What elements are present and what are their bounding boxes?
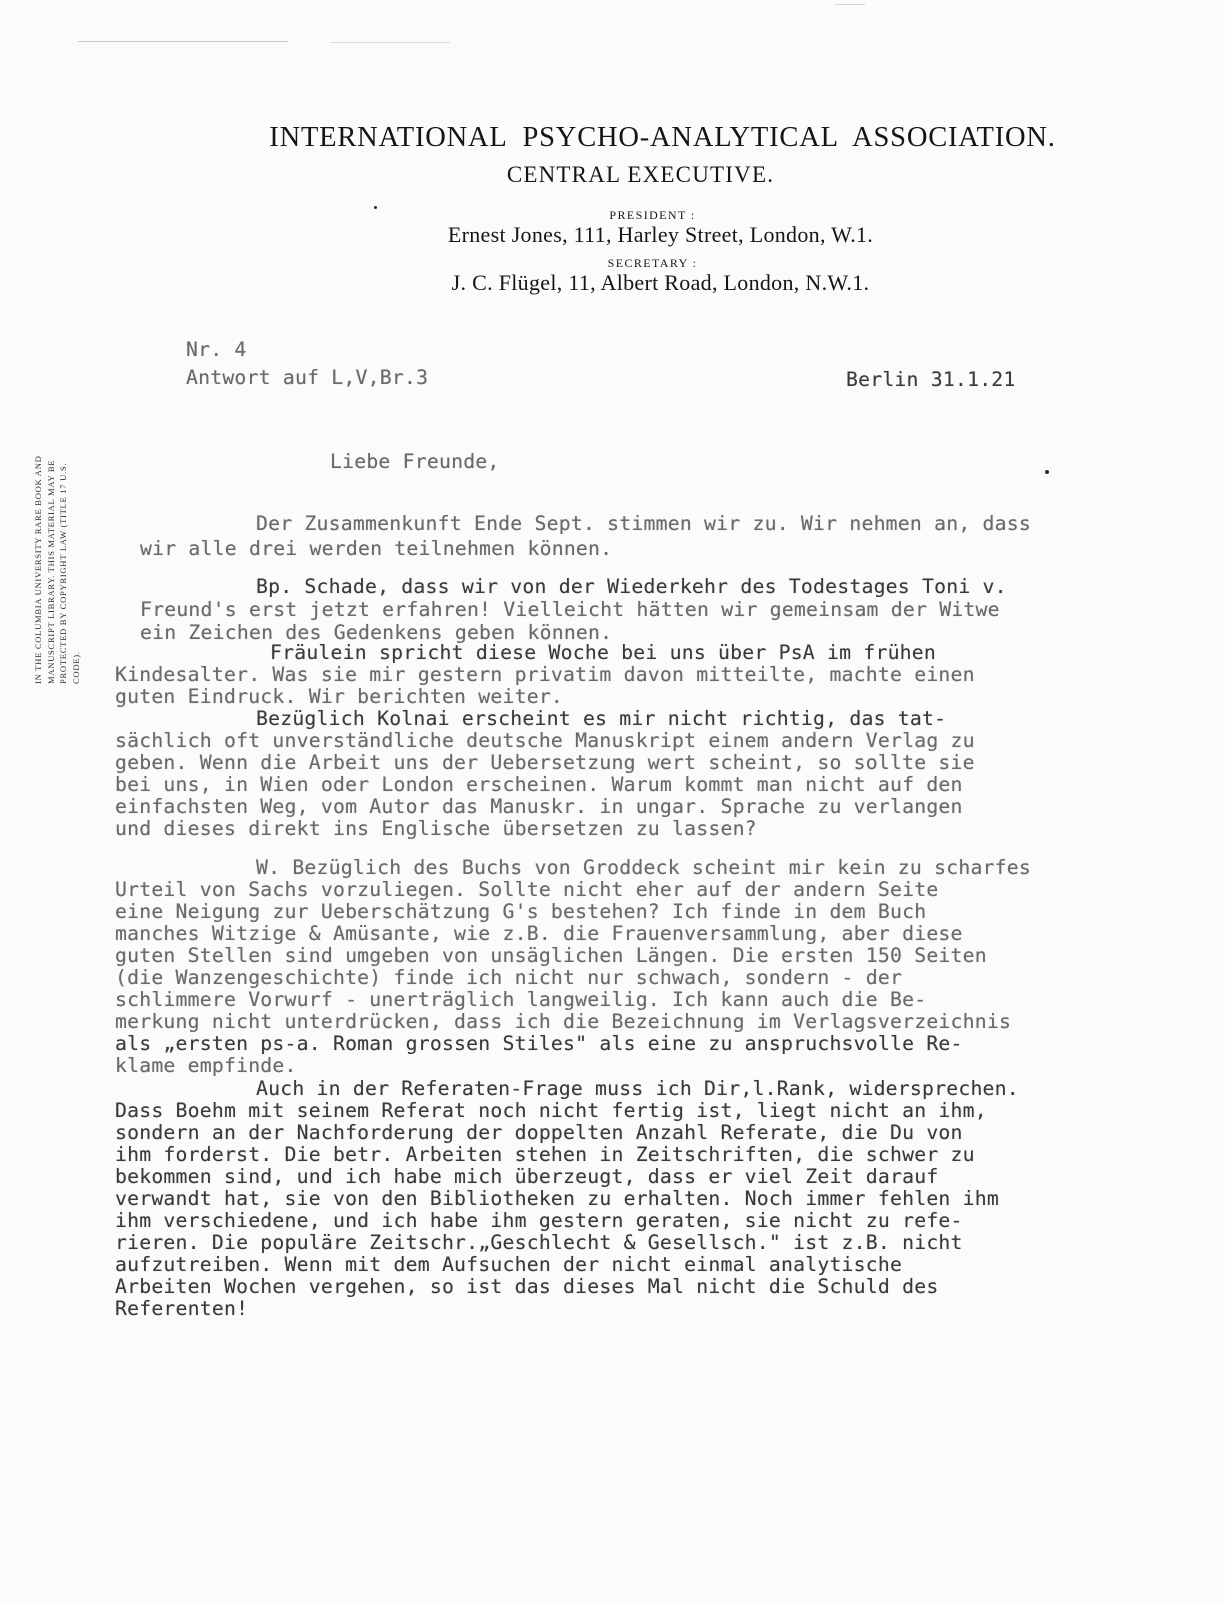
body-line: merkung nicht unterdrücken, dass ich die Bezeichnung im Verlagsverzeichnis <box>115 1010 1012 1033</box>
body-line: ihm verschiedene, und ich habe ihm gestern geraten, sie nicht zu refe- <box>115 1209 963 1232</box>
body-line: Bp. Schade, dass wir von der Wiederkehr des Todestages Toni v. <box>256 575 1007 598</box>
body-line: Urteil von Sachs vorzuliegen. Sollte nicht eher auf der andern Seite <box>115 878 939 901</box>
body-line: sondern an der Nachforderung der doppelten Anzahl Referate, die Du von <box>115 1121 963 1144</box>
ink-dot <box>1045 470 1049 474</box>
body-line: wir alle drei werden teilnehmen können. <box>140 537 613 560</box>
body-line: verwandt hat, sie von den Bibliotheken zu erhalten. Noch immer fehlen ihm <box>115 1187 999 1210</box>
copyright-line: CODE). <box>70 651 81 684</box>
letterhead-organization: INTERNATIONAL PSYCHO-ANALYTICAL ASSOCIATION. <box>269 122 1056 153</box>
scan-mark <box>78 41 288 42</box>
body-line: manches Witzige & Amüsante, wie z.B. die Frauenversammlung, aber diese <box>115 922 963 945</box>
body-line: Kindesalter. Was sie mir gestern privatim davon mitteilte, machte einen <box>115 663 975 686</box>
president-label: PRESIDENT : <box>609 208 696 222</box>
body-line: Dass Boehm mit seinem Referat noch nicht fertig ist, liegt nicht an ihm, <box>115 1099 987 1122</box>
body-line: bekommen sind, und ich habe mich überzeugt, dass er viel Zeit darauf <box>115 1165 939 1188</box>
body-line: geben. Wenn die Arbeit uns der Uebersetzung wert scheint, so sollte sie <box>115 751 975 774</box>
body-line: guten Eindruck. Wir berichten weiter. <box>115 685 564 708</box>
body-line: Arbeiten Wochen vergehen, so ist das dieses Mal nicht die Schuld des <box>115 1275 939 1298</box>
copyright-notice <box>32 354 82 684</box>
secretary-label: SECRETARY : <box>607 256 698 270</box>
body-line: klame empfinde. <box>115 1054 297 1077</box>
body-line: eine Neigung zur Ueberschätzung G's bestehen? Ich finde in dem Buch <box>115 900 927 923</box>
body-line: Fräulein spricht diese Woche bei uns über PsA im frühen <box>270 641 937 664</box>
body-line: W. Bezüglich des Buchs von Groddeck scheint mir kein zu scharfes <box>256 856 1031 879</box>
body-line: Der Zusammenkunft Ende Sept. stimmen wir zu. Wir nehmen an, dass <box>256 512 1031 535</box>
scan-mark <box>835 4 865 5</box>
scan-mark <box>330 42 450 43</box>
body-line: aufzutreiben. Wenn mit dem Aufsuchen der nicht einmal analytische <box>115 1253 903 1276</box>
body-line: einfachsten Weg, vom Autor das Manuskr. in ungar. Sprache zu verlangen <box>115 795 963 818</box>
reply-reference: Antwort auf L,V,Br.3 <box>186 366 429 389</box>
salutation: Liebe Freunde, <box>330 450 500 473</box>
body-line: Auch in der Referaten-Frage muss ich Dir,l.Rank, widersprechen. <box>256 1077 1019 1100</box>
letterhead-executive: CENTRAL EXECUTIVE. <box>506 162 775 187</box>
secretary-address: J. C. Flügel, 11, Albert Road, London, N.W.1. <box>451 270 870 295</box>
body-line: und dieses direkt ins Englische übersetzen zu lassen? <box>115 817 757 840</box>
body-line: als „ersten ps-a. Roman grossen Stiles" als eine zu anspruchsvolle Re- <box>115 1032 963 1055</box>
body-line: Referenten! <box>115 1297 249 1320</box>
body-line: Bezüglich Kolnai erscheint es mir nicht richtig, das tat- <box>256 707 947 730</box>
body-line: bei uns, in Wien oder London erscheinen. Warum kommt man nicht auf den <box>115 773 963 796</box>
body-line: rieren. Die populäre Zeitschr.„Geschlecht & Gesellsch." ist z.B. nicht <box>115 1231 963 1254</box>
body-line: (die Wanzengeschichte) finde ich nicht nur schwach, sondern - der <box>115 966 903 989</box>
copyright-line: IN THE COLUMBIA UNIVERSITY RARE BOOK AND <box>33 455 43 684</box>
body-line: guten Stellen sind umgeben von unsäglichen Längen. Die ersten 150 Seiten <box>115 944 987 967</box>
copyright-line: PROTECTED BY COPYRIGHT LAW (TITLE 17 U.S. <box>58 462 68 684</box>
body-line: ihm forderst. Die betr. Arbeiten stehen in Zeitschriften, die schwer zu <box>115 1143 975 1166</box>
body-line: schlimmere Vorwurf - unerträglich langweilig. Ich kann auch die Be- <box>115 988 927 1011</box>
place-date: Berlin 31.1.21 <box>846 368 1016 391</box>
copyright-line: MANUSCRIPT LIBRARY. THIS MATERIAL MAY BE <box>45 459 56 684</box>
letter-number: Nr. 4 <box>186 338 247 361</box>
body-line: Freund's erst jetzt erfahren! Vielleicht hätten wir gemeinsam der Witwe <box>140 598 1000 621</box>
body-line: ein Zeichen des Gedenkens geben können. <box>140 621 613 644</box>
body-line: sächlich oft unverständliche deutsche Manuskript einem andern Verlag zu <box>115 729 975 752</box>
president-address: Ernest Jones, 111, Harley Street, London, W.1. <box>447 222 874 247</box>
ink-dot <box>374 206 377 209</box>
